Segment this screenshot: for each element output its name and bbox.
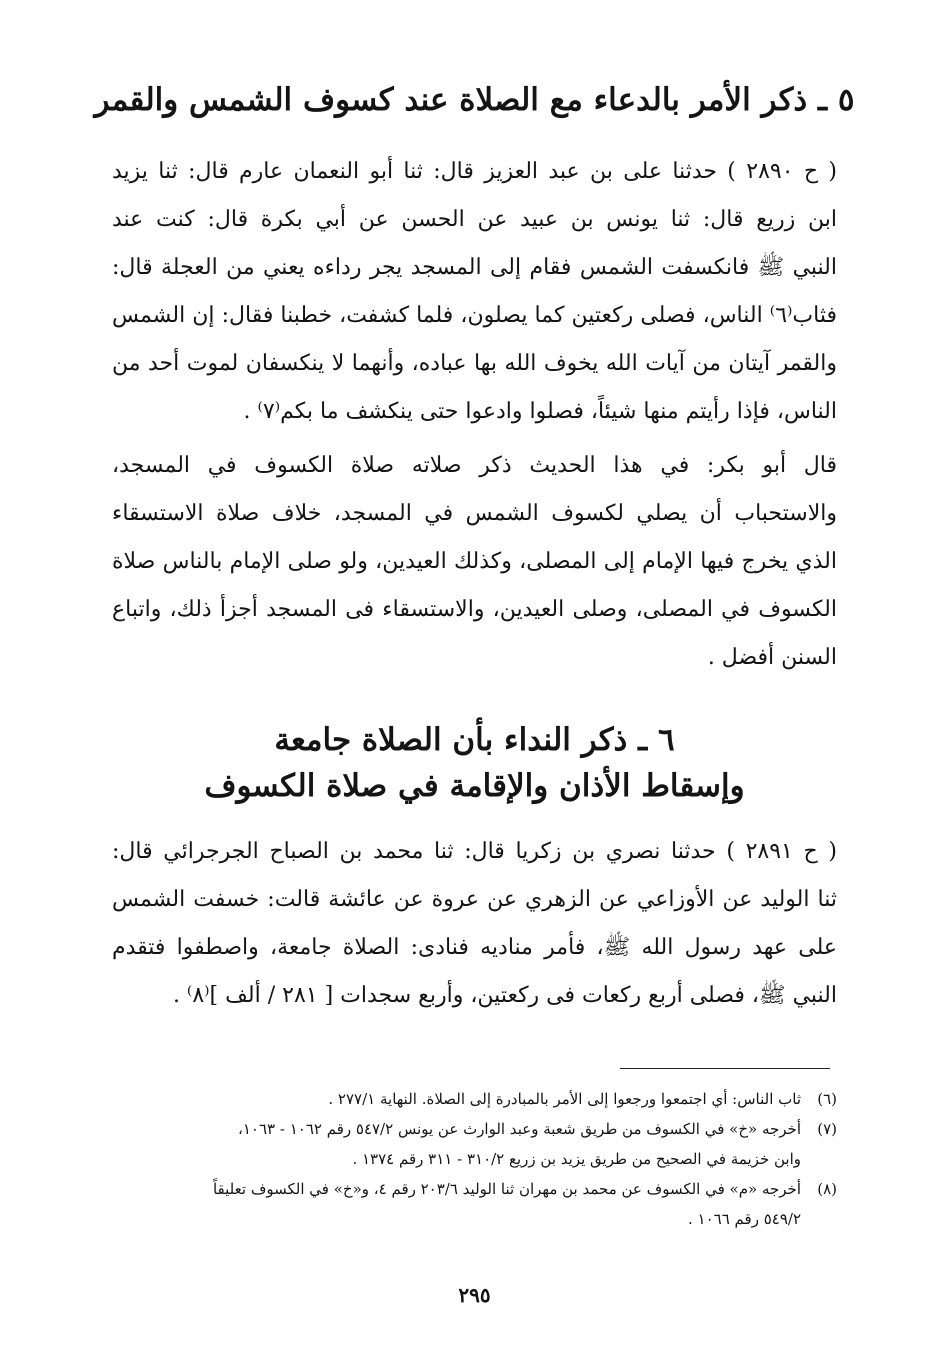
footnote-number: (٦) — [817, 1090, 837, 1108]
footnote-number: (٨) — [817, 1180, 837, 1198]
chapter-5-heading: ٥ ـ ذكر الأمر بالدعاء مع الصلاة عند كسوف الشمس والقمر — [94, 82, 855, 118]
text-line: النبي ﷺ، فصلى أربع ركعات فى ركعتين، وأربع سجدات [ ٢٨١ / ألف ]⁽٨⁾ . — [172, 983, 837, 1008]
footnote-7 — [112, 1114, 837, 1174]
hadith-2890-paragraph — [112, 148, 837, 436]
text-line: السنن أفضل . — [707, 645, 837, 670]
footnote-line: ثاب الناس: أي اجتمعوا ورجعوا إلى الأمر بالمبادرة إلى الصلاة. النهاية ٢٧٧/١ . — [328, 1090, 801, 1108]
chapter-6-heading-line-2: وإسقاط الأذان والإقامة في صلاة الكسوف — [204, 768, 745, 804]
text-line: ابن زريع قال: ثنا يونس بن عبيد عن الحسن عن أبي بكرة قال: كنت عند — [112, 207, 837, 232]
footnote-line: أخرجه «م» في الكسوف عن محمد بن مهران ثنا الوليد ٢٠٣/٦ رقم ٤، و«خ» في الكسوف تعليقاً — [212, 1180, 801, 1198]
text-line: قال أبو بكر: في هذا الحديث ذكر صلاته صلاة الكسوف في المسجد، — [112, 453, 837, 478]
footnote-text — [112, 1174, 801, 1234]
footnote-text — [112, 1084, 801, 1114]
footnote-line: أخرجه «خ» في الكسوف من طريق شعبة وعبد الوارث عن يونس ٥٤٧/٢ رقم ١٠٦٢ - ١٠٦٣، — [238, 1120, 801, 1138]
footnote-line: ٥٤٩/٢ رقم ١٠٦٦ . — [688, 1210, 801, 1228]
text-line: والقمر آيتان من آيات الله يخوف الله بها عباده، وأنهما لا ينكسفان لموت أحد من — [112, 351, 837, 376]
text-line: على عهد رسول الله ﷺ، فأمر مناديه فنادى: الصلاة جامعة، واصطفوا فتقدم — [112, 935, 837, 960]
text-line: الكسوف في المصلى، وصلى العيدين، والاستسقاء فى المسجد أجزأ ذلك، واتباع — [112, 597, 837, 622]
text-line: ثنا الوليد عن الأوزاعي عن الزهري عن عروة عن عائشة قالت: خسفت الشمس — [112, 887, 837, 912]
text-line: ( ح ٢٨٩٠ ) حدثنا على بن عبد العزيز قال: ثنا أبو النعمان عارم قال: ثنا يزيد — [112, 159, 837, 184]
footnote-divider — [620, 1068, 830, 1069]
text-line: فثاب⁽٦⁾ الناس، فصلى ركعتين كما يصلون، فلما كشفت، خطبنا فقال: إن الشمس — [112, 303, 837, 328]
footnote-6 — [112, 1084, 837, 1114]
text-line: الناس، فإذا رأيتم منها شيئاً، فصلوا وادعوا حتى ينكشف ما بكم⁽٧⁾ . — [243, 399, 837, 424]
footnote-number: (٧) — [817, 1120, 837, 1138]
text-line: والاستحباب أن يصلي لكسوف الشمس في المسجد، خلاف صلاة الاستسقاء — [112, 501, 837, 526]
footnote-line: وابن خزيمة في الصحيح من طريق يزيد بن زريع ٣١٠/٢ - ٣١١ رقم ١٣٧٤ . — [352, 1150, 801, 1168]
hadith-2891-paragraph — [112, 828, 837, 1020]
commentary-paragraph — [112, 442, 837, 682]
text-line: ( ح ٢٨٩١ ) حدثنا نصري بن زكريا قال: ثنا محمد بن الصباح الجرجرائي قال: — [112, 839, 837, 864]
footnote-text — [112, 1114, 801, 1174]
text-line: النبي ﷺ فانكسفت الشمس فقام إلى المسجد يجر رداءه يعني من العجلة قال: — [112, 255, 837, 280]
chapter-6-heading-line-1: ٦ ـ ذكر النداء بأن الصلاة جامعة — [274, 722, 675, 758]
footnotes-section — [112, 1084, 837, 1234]
text-line: الذي يخرج فيها الإمام إلى المصلى، وكذلك العيدين، ولو صلى الإمام بالناس صلاة — [112, 549, 837, 574]
footnote-8 — [112, 1174, 837, 1234]
page-number: ٢٩٥ — [458, 1283, 491, 1307]
